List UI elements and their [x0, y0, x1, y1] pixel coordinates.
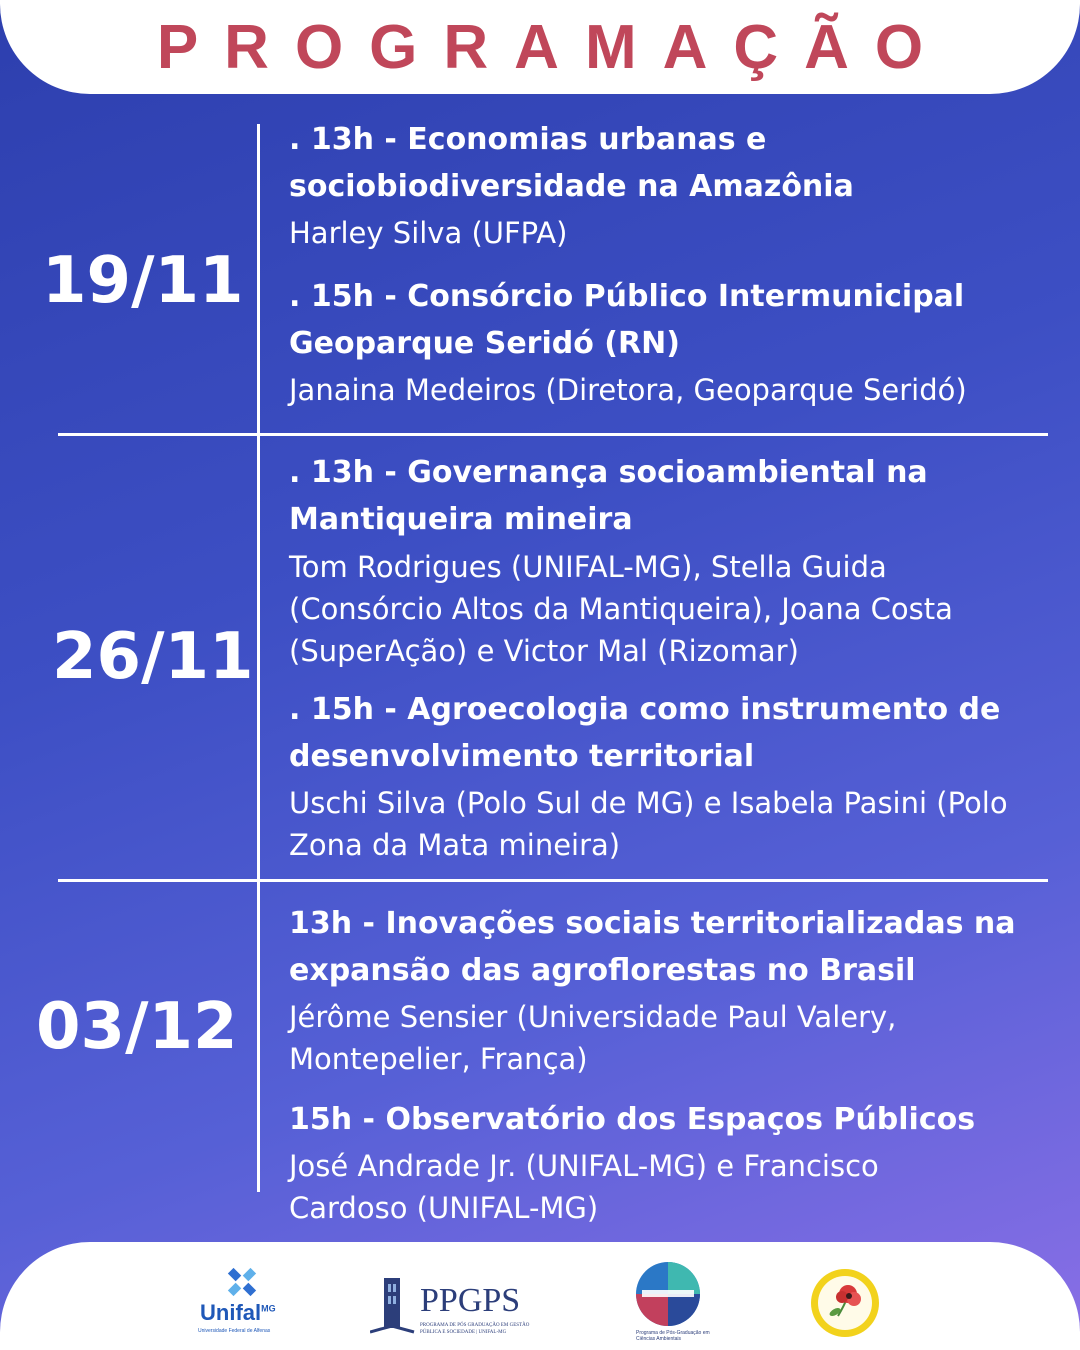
- day-1-talk-2: [289, 273, 1059, 411]
- horizontal-divider-1: [58, 433, 1048, 436]
- header-banner: [0, 0, 1080, 94]
- day-1-talk-1: [289, 116, 989, 254]
- talk-title: . 13h - Governança socioambiental na Mantiqueira mineira: [289, 455, 928, 537]
- day-2-talk-1: [289, 449, 1009, 672]
- page-title: PROGRAMAÇÃO: [156, 12, 950, 82]
- globe-icon: [634, 1260, 702, 1328]
- flower-logo: [808, 1266, 882, 1340]
- ciencias-ambientais-logo: [630, 1260, 710, 1342]
- day-2-talk-2: [289, 686, 1029, 866]
- ppgps-caption: PROGRAMA DE PÓS GRADUAÇÃO EM GESTÃO PÚBLICA E SOCIEDADE | UNIFAL-MG: [420, 1323, 530, 1335]
- vertical-divider-1: [257, 124, 260, 434]
- flower-icon: [808, 1266, 882, 1340]
- talk-speakers: Jérôme Sensier (Universidade Paul Valery, Montepelier, França): [289, 1000, 897, 1076]
- talk-speakers: Harley Silva (UFPA): [289, 216, 568, 250]
- unifal-name: Unifal: [200, 1300, 262, 1325]
- unifal-superscript: MG: [261, 1303, 276, 1314]
- talk-speakers: Tom Rodrigues (UNIFAL-MG), Stella Guida (Consórcio Altos da Mantiqueira), Joana Costa (SuperAção) e Victor Mal (Rizomar): [289, 550, 953, 668]
- talk-title: . 15h - Agroecologia como instrumento de desenvolvimento territorial: [289, 692, 1001, 774]
- unifal-logo: [196, 1262, 292, 1342]
- talk-speakers: José Andrade Jr. (UNIFAL-MG) e Francisco Cardoso (UNIFAL-MG): [289, 1149, 879, 1225]
- talk-title: 15h - Observatório dos Espaços Públicos: [289, 1102, 976, 1137]
- vertical-divider-3: [257, 882, 260, 1192]
- talk-title: . 13h - Economias urbanas e sociobiodiversidade na Amazônia: [289, 122, 854, 204]
- ciencias-caption: Programa de Pós-Graduação em Ciências Ambientais: [636, 1330, 710, 1342]
- footer-banner: [0, 1242, 1080, 1350]
- ppgps-name: PPGPS: [420, 1282, 521, 1319]
- talk-speakers: Uschi Silva (Polo Sul de MG) e Isabela Pasini (Polo Zona da Mata mineira): [289, 786, 1008, 862]
- horizontal-divider-2: [58, 879, 1048, 882]
- day-3-talk-2: [289, 1096, 1059, 1229]
- date-day-1: 19/11: [42, 244, 244, 318]
- vertical-divider-2: [257, 436, 260, 880]
- talk-speakers: Janaina Medeiros (Diretora, Geoparque Seridó): [289, 373, 967, 407]
- unifal-caption: Universidade Federal de Alfenas: [198, 1328, 271, 1334]
- date-day-3: 03/12: [36, 990, 238, 1064]
- day-3-talk-1: [289, 900, 1059, 1080]
- talk-title: 13h - Inovações sociais territorializadas na expansão das agroflorestas no Brasil: [289, 906, 1016, 988]
- building-icon: [370, 1276, 416, 1336]
- ppgps-logo: [370, 1274, 560, 1346]
- talk-title: . 15h - Consórcio Público Intermunicipal Geoparque Seridó (RN): [289, 279, 965, 361]
- date-day-2: 26/11: [52, 620, 254, 694]
